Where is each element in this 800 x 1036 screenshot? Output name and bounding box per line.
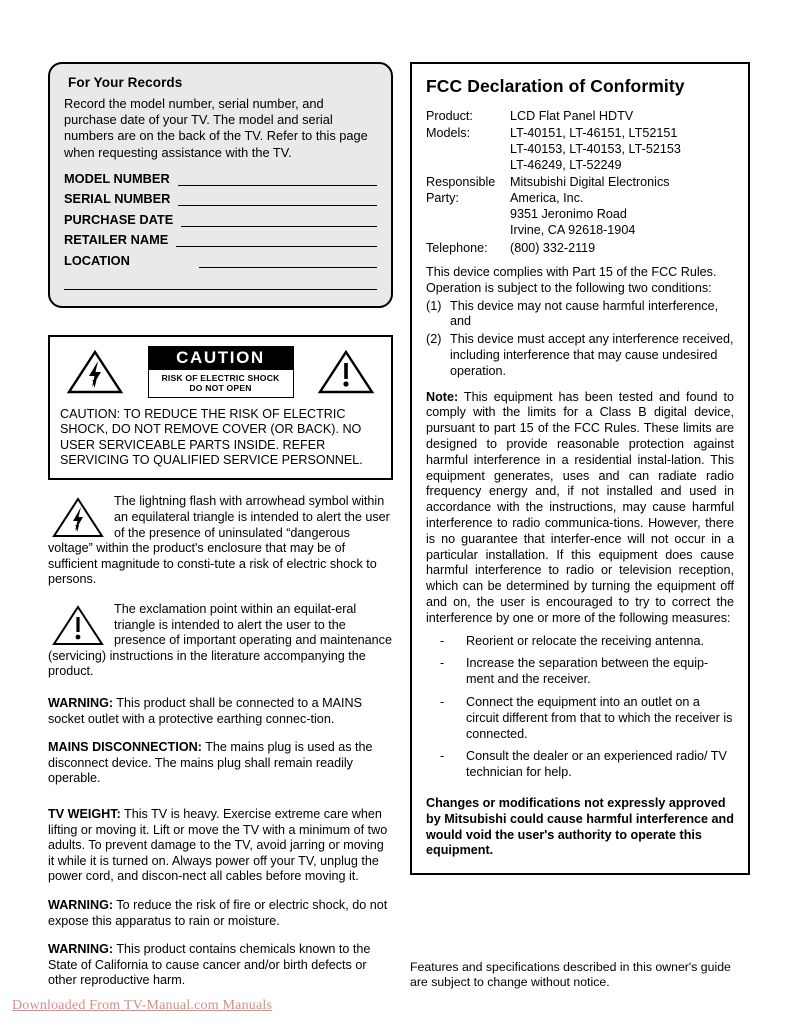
warning-text: This product shall be connected to a MAINS socket outlet with a protective earthing connec-tion. (48, 695, 363, 726)
caution-label-block (148, 346, 294, 398)
fcc-measure-item (426, 634, 734, 650)
field-label: LOCATION (64, 252, 130, 268)
fcc-key: Product: (426, 109, 473, 123)
fcc-measure-item (426, 695, 734, 742)
field-label: PURCHASE DATE (64, 211, 174, 227)
fcc-value-line: Mitsubishi Digital Electronics (510, 175, 670, 189)
warning-mains-disconnection (48, 740, 393, 787)
fcc-compliance-intro: This device complies with Part 15 of the FCC Rules. Operation is subject to the following two conditions: (426, 265, 717, 295)
fcc-value (510, 240, 734, 256)
fcc-measure-item (426, 656, 734, 688)
model-number-input[interactable] (178, 173, 377, 186)
warning-label: WARNING: (48, 897, 114, 912)
measure-text: Increase the separation between the equip-ment and the receiver. (466, 656, 709, 687)
field-label: RETAILER NAME (64, 232, 169, 248)
note-label: Note: (426, 389, 459, 404)
condition-text: This device may not cause harmful interference, and (450, 298, 719, 329)
caution-body-text: CAUTION: TO REDUCE THE RISK OF ELECTRIC SHOCK, DO NOT REMOVE COVER (OR BACK). NO USER SERVICEABLE PARTS INSIDE. REFER SERVICING TO QUALIFIED SERVICE PERSONNEL. (60, 406, 363, 468)
fcc-value-line: LT-40151, LT-46151, LT52151 (510, 126, 678, 140)
records-title: For Your Records (68, 75, 183, 90)
fcc-row-responsible-party (426, 174, 734, 238)
measure-dash: - (440, 656, 445, 671)
fcc-value-line: LT-40153, LT-40153, LT-52153 (510, 142, 681, 156)
fcc-declaration-box (410, 62, 750, 875)
lightning-bolt-triangle-icon (67, 349, 123, 394)
location-input-line2[interactable] (64, 277, 377, 290)
measure-text: Reorient or relocate the receiving antenna. (466, 633, 705, 648)
warning-fire-shock (48, 898, 393, 929)
warning-california-chemicals (48, 942, 393, 989)
field-row-location-continued (64, 277, 377, 290)
features-note: Features and specifications described in this owner's guide are subject to change without notice. (410, 960, 731, 990)
fcc-row-telephone (426, 240, 734, 256)
fcc-key: Telephone: (426, 241, 488, 255)
exclamation-triangle-icon-small (52, 604, 104, 646)
caution-sublines (149, 370, 293, 397)
measure-dash: - (440, 749, 445, 764)
warning-tv-weight (48, 807, 393, 885)
caution-box (48, 335, 393, 481)
purchase-date-input[interactable] (181, 214, 377, 227)
retailer-name-input[interactable] (176, 234, 377, 247)
for-your-records-box (48, 62, 393, 308)
caution-subline-1: RISK OF ELECTRIC SHOCK (161, 372, 280, 383)
fcc-value-line: 9351 Jeronimo Road (510, 207, 627, 221)
download-watermark-link[interactable]: Downloaded From TV-Manual.com Manuals (12, 998, 273, 1013)
fcc-value-line: America, Inc. (510, 191, 584, 205)
field-label: MODEL NUMBER (64, 170, 170, 186)
field-row-serial-number (64, 192, 377, 206)
field-row-retailer-name (64, 233, 377, 247)
warning-text: The mains plug is used as the disconnect device. The mains plug shall remain readily operable. (48, 740, 373, 786)
condition-number: (2) (426, 332, 442, 347)
fcc-value (510, 174, 734, 238)
lightning-symbol-text: The lightning flash with arrowhead symbol within an equilateral triangle is intended to alert the user of the presence of uninsulated “dangerous voltage” within the product's enclosure that may be of sufficient magnitude to consti-tute a risk of electric shock to persons. (48, 494, 390, 587)
measure-text: Consult the dealer or an experienced radio/ TV technician for help. (466, 749, 727, 780)
note-text: This equipment has been tested and found to comply with the limits for a Class B digital device, pursuant to part 15 of the FCC Rules. These limits are designed to provide reasonable protection against harmful interference in a residential instal-lation. This equipment generates, uses and can radiate radio frequency energy and, if not installed and used in accordance with the instructions, may cause harmful interference to radio communica-tions. However, there is no guarantee that interfer-ence will not occur in a particular installation. If this equipment does cause harmful interference to radio or television reception, which can be determined by turning the equipment off and on, the user is encouraged to try to correct the interference by one or more of the following measures: (426, 389, 734, 625)
exclamation-triangle-icon (318, 349, 374, 394)
warning-label: MAINS DISCONNECTION: (48, 740, 202, 755)
field-row-model-number (64, 172, 377, 186)
field-label: SERIAL NUMBER (64, 191, 171, 207)
condition-text: This device must accept any interference received, including interference that may cause undesired operation. (450, 332, 734, 378)
caution-subline-2: DO NOT OPEN (189, 383, 252, 394)
caution-symbol-row (58, 346, 383, 398)
fcc-key-line: Party: (426, 191, 459, 205)
fcc-title: FCC Declaration of Conformity (426, 76, 685, 96)
condition-number: (1) (426, 298, 442, 313)
field-row-location (64, 254, 377, 268)
fcc-key: Models: (426, 126, 471, 140)
warning-text: To reduce the risk of fire or electric shock, do not expose this apparatus to rain or moisture. (48, 897, 388, 928)
fcc-key (426, 174, 510, 238)
warning-label: WARNING: (48, 695, 114, 710)
exclamation-symbol-explanation (48, 602, 393, 680)
fcc-value (510, 125, 734, 173)
lightning-bolt-triangle-icon-small (52, 496, 104, 538)
records-field-list (64, 172, 377, 290)
fcc-note-paragraph (426, 390, 734, 627)
warning-label: TV WEIGHT: (48, 806, 121, 821)
fcc-value-line: Irvine, CA 92618-1904 (510, 223, 636, 237)
field-row-purchase-date (64, 213, 377, 227)
fcc-measure-item (426, 749, 734, 781)
fcc-value (510, 108, 734, 124)
serial-number-input[interactable] (178, 193, 377, 206)
fcc-key-line: Responsible (426, 175, 496, 189)
fcc-value-line: (800) 332-2119 (510, 241, 596, 255)
lightning-symbol-explanation (48, 494, 393, 588)
fcc-changes-warning: Changes or modifications not expressly approved by Mitsubishi could cause harmful interference and would void the user's authority to operate this equipment. (426, 795, 734, 858)
fcc-row-models (426, 125, 734, 173)
warning-mains-earthing (48, 696, 393, 727)
exclamation-symbol-text: The exclamation point within an equilat-eral triangle is intended to alert the user to the presence of important operating and maintenance (servicing) instructions in the literature accompanying the product. (48, 602, 392, 679)
fcc-condition-2 (426, 332, 734, 379)
warning-label: WARNING: (48, 942, 114, 957)
measure-dash: - (440, 633, 445, 648)
fcc-value-line: LCD Flat Panel HDTV (510, 109, 634, 123)
measure-dash: - (440, 694, 445, 709)
warning-text: This TV is heavy. Exercise extreme care when lifting or moving it. Lift or move the TV with a minimum of two adults. To prevent damage to the TV, avoid jarring or moving it while it is turned on. Always power off your TV, unplug the power cord, and discon-nect all cables before moving it. (48, 806, 388, 884)
warning-text: This product contains chemicals known to the State of California to cause cancer and/or birth defects or other reproductive harm. (48, 942, 371, 988)
fcc-value-line: LT-46249, LT-52249 (510, 158, 622, 172)
right-column (410, 62, 750, 875)
records-intro-text: Record the model number, serial number, and purchase date of your TV. The model and serial numbers are on the back of the TV. Refer to this page when requesting assistance with the TV. (64, 96, 368, 160)
fcc-row-product (426, 108, 734, 124)
fcc-condition-1 (426, 299, 734, 331)
measure-text: Connect the equipment into an outlet on a circuit different from that to which the receiver is connected. (466, 694, 733, 741)
warnings-section (48, 696, 393, 989)
caution-heading: CAUTION (149, 347, 293, 370)
left-column (48, 62, 393, 1002)
location-input[interactable] (199, 255, 377, 268)
